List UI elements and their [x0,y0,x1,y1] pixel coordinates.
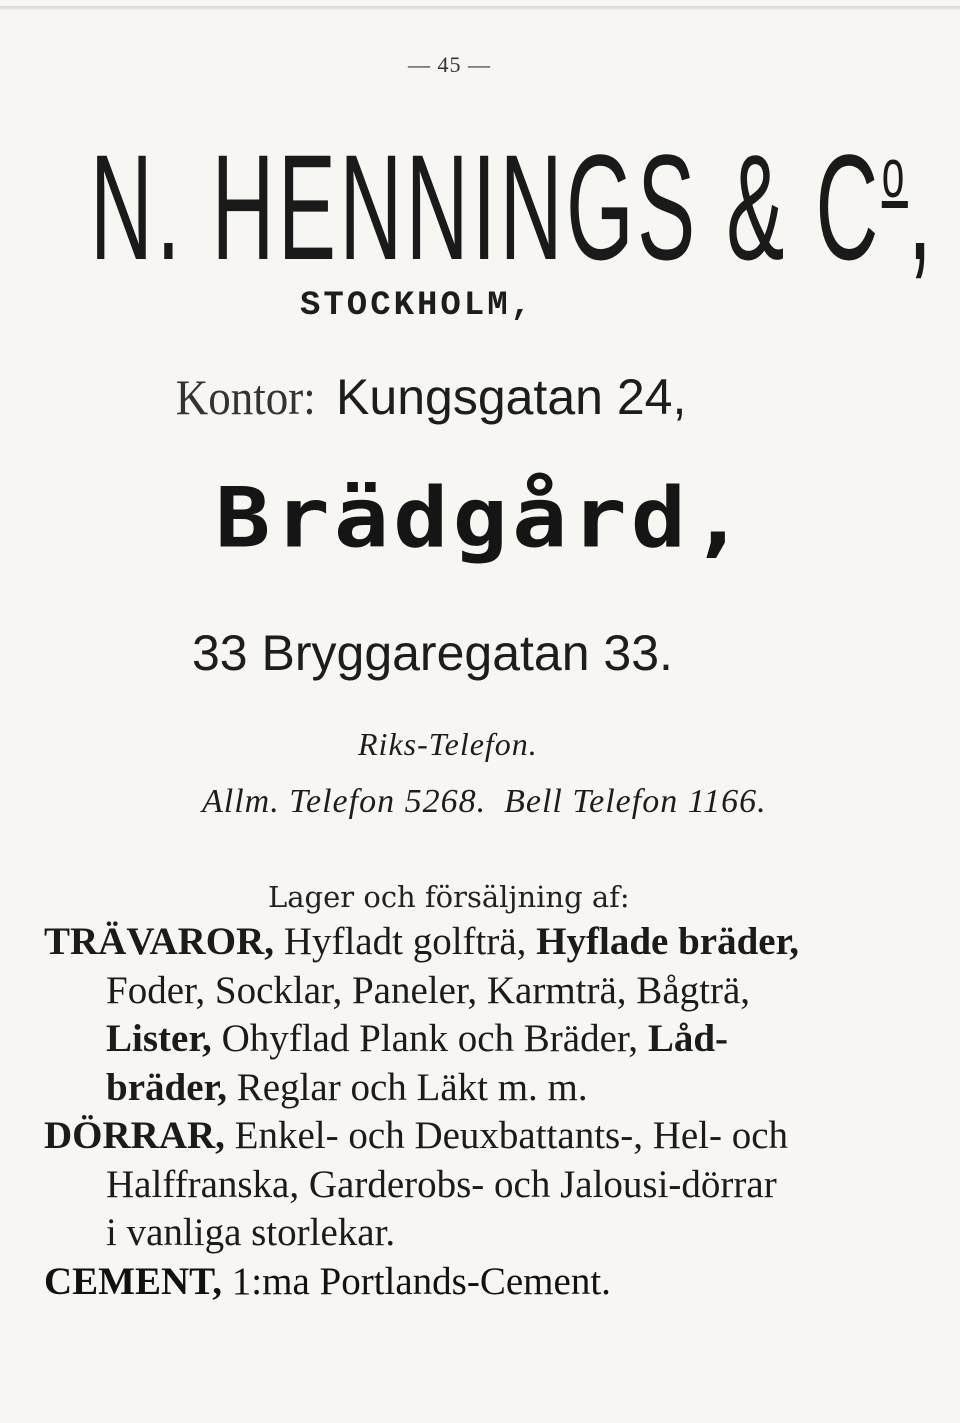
page-number: — 45 — [408,52,491,77]
reglar-text: Reglar och Läkt m. m. [226,1065,588,1109]
brader-text: bräder, [106,1065,227,1109]
travaror-line-3 [44,1015,924,1064]
dorrar-line-2: Halffranska, Garderobs- och Jalousi-dörrar [106,1162,777,1206]
firm-name-suffix: o [881,134,908,212]
product-list [44,918,924,1306]
lister-text: Lister, [106,1017,212,1060]
bradgard-heading: Brädgård, [215,470,750,567]
dorrar-text: Enkel- och Deuxbattants-, Hel- och [224,1114,789,1157]
travaror-text: Hyfladt golfträ, [274,920,537,963]
kontor-address: Kungsgatan 24, [336,369,687,425]
firm-name [90,98,936,291]
plank-text: Ohyflad Plank och Bräder, [211,1017,648,1060]
dorrar-head: DÖRRAR, [44,1114,225,1157]
dorrar-line-3: i vanliga storlekar. [106,1211,396,1254]
cement-line [44,1258,924,1307]
kontor-label: Kontor: [175,369,316,425]
kontor-line [168,368,686,426]
firm-name-comma: , [907,123,936,291]
travaror-bold-text: Hyflade bräder, [536,920,800,963]
cement-head: CEMENT, [44,1259,223,1303]
travaror-head: TRÄVAROR, [44,920,275,963]
travaror-line-1 [44,918,924,967]
travaror-line-2: Foder, Socklar, Paneler, Karmträ, Bågträ, [106,968,751,1012]
travaror-line-4 [44,1064,924,1113]
cement-text: 1:ma Portlands-Cement. [222,1259,611,1303]
allm-telefon: Allm. Telefon 5268. [202,783,487,820]
lad-text: Låd- [647,1017,729,1060]
lager-heading: Lager och försäljning af: [268,880,630,914]
riks-telefon: Riks-Telefon. [358,726,538,762]
bryggaregatan-address: 33 Bryggaregatan 33. [192,625,673,681]
top-rule [0,6,960,10]
city: STOCKHOLM, [300,287,535,325]
bell-telefon: Bell Telefon 1166. [504,783,767,820]
phone-numbers [202,783,767,821]
firm-name-text: N. HENNINGS & C [90,123,882,291]
dorrar-line-1 [44,1112,924,1161]
